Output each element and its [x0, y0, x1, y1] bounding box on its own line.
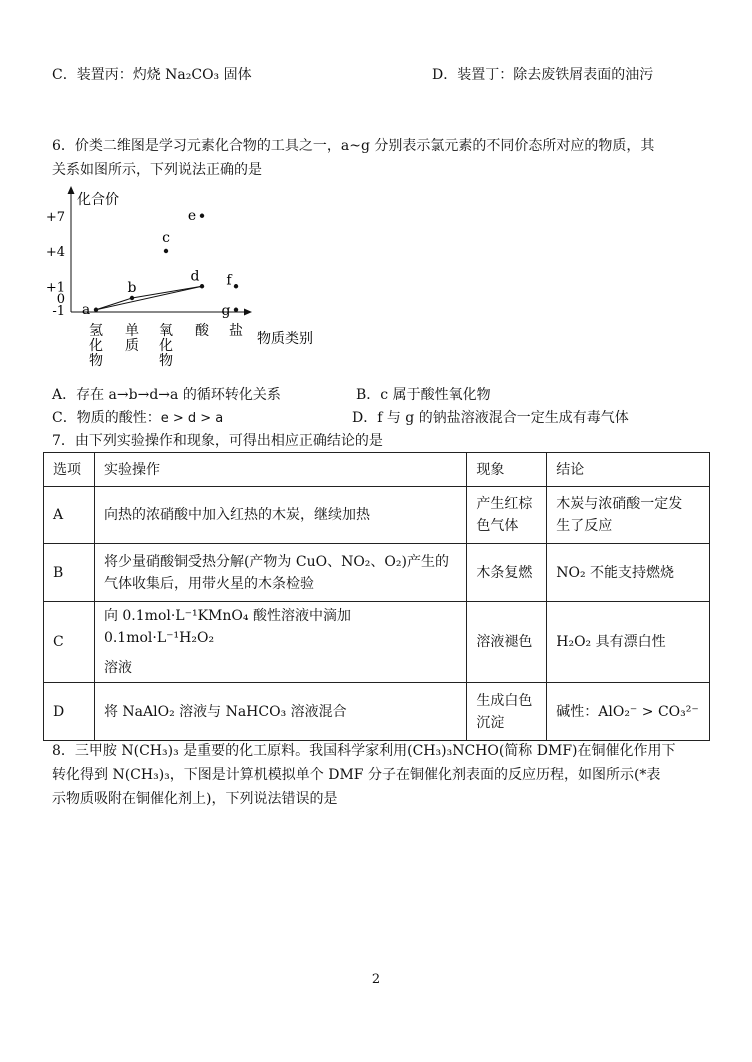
- q5-option-d: D．装置丁：除去废铁屑表面的油污: [432, 67, 654, 83]
- connector-b-d: [132, 286, 202, 298]
- point-e: [200, 214, 204, 218]
- table-row: [44, 683, 710, 741]
- x-category-label: 氧: [159, 323, 173, 339]
- table-row: [44, 487, 710, 544]
- point-g: [234, 308, 238, 312]
- row-d-option: D: [44, 683, 95, 741]
- y-tick-label: -1: [52, 303, 65, 319]
- point-a: [94, 308, 98, 312]
- q6-stem-line1: 6．价类二维图是学习元素化合物的工具之一，a~g 分别表示氯元素的不同价态所对应的物质，其: [52, 138, 655, 154]
- q6-option-c: [52, 407, 223, 430]
- point-label-d: d: [190, 268, 200, 285]
- row-b-phenomenon-line1: 木条复燃: [476, 564, 533, 581]
- table-row: [44, 544, 710, 602]
- x-axis-arrow: [244, 309, 252, 316]
- q7-stem: 7．由下列实验操作和现象，可得出相应正确结论的是: [52, 433, 383, 449]
- row-b-conclusion-line1: NO₂ 不能支持燃烧: [556, 564, 675, 581]
- point-b: [130, 296, 134, 300]
- point-label-a: a: [81, 301, 91, 318]
- q8-stem-line3: 示物质吸附在铜催化剂上)，下列说法错误的是: [52, 791, 338, 807]
- row-a-operation: [94, 487, 466, 544]
- point-f: [234, 284, 238, 288]
- x-category-label: 物: [89, 353, 103, 369]
- row-b-operation: [94, 544, 466, 602]
- row-a-phenomenon: [467, 487, 547, 544]
- q6-stem-line2: 关系如图所示，下列说法正确的是: [52, 162, 262, 178]
- row-a-conclusion-line1: 木炭与浓硝酸一定发: [556, 496, 683, 512]
- x-category-label: 质: [125, 338, 139, 354]
- y-tick-label: +4: [45, 245, 65, 260]
- y-axis-arrow: [68, 186, 75, 194]
- row-b-conclusion: [547, 544, 710, 602]
- row-a-option: A: [44, 487, 95, 544]
- row-b-phenomenon: [467, 544, 547, 602]
- x-category-label: 氢: [89, 323, 103, 339]
- x-category-label: 酸: [195, 323, 209, 339]
- x-axis-label: 物质类别: [257, 331, 313, 347]
- table-row: [44, 602, 710, 683]
- row-d-operation-line1: 将 NaAlO₂ 溶液与 NaHCO₃ 溶液混合: [103, 703, 347, 720]
- q6-option-d: D．f 与 g 的钠盐溶液混合一定生成有毒气体: [352, 410, 629, 426]
- x-category-label: 单: [125, 323, 139, 339]
- row-a-phenomenon-line1: 产生红棕: [476, 496, 533, 512]
- point-label-g: g: [221, 302, 231, 319]
- row-d-conclusion: [547, 683, 710, 741]
- point-label-c: c: [162, 230, 170, 246]
- row-b-option: B: [44, 544, 95, 602]
- row-c-option: C: [44, 602, 95, 683]
- row-a-conclusion-line2: 生了反应: [556, 518, 613, 534]
- row-d-conclusion-line1: 碱性：AlO₂⁻ > CO₃²⁻: [556, 703, 699, 720]
- q8-stem-line1: 8．三甲胺 N(CH₃)₃ 是重要的化工原料。我国科学家利用(CH₃)₃NCHO(简称 DMF)在铜催化作用下: [52, 743, 676, 759]
- point-label-f: f: [226, 272, 232, 289]
- q6-option-c-prefix: C．物质的酸性：: [52, 410, 161, 426]
- page-number: 2: [371, 972, 381, 987]
- q8-stem-line2: 转化得到 N(CH₃)₃，下图是计算机模拟单个 DMF 分子在铜催化剂表面的反应历程，如图所示(*表: [52, 767, 661, 783]
- row-a-conclusion: [547, 487, 710, 544]
- x-category-label: 化: [159, 338, 173, 354]
- row-c-operation-line2: 溶液: [103, 660, 132, 676]
- row-c-phenomenon-line1: 溶液褪色: [476, 634, 533, 650]
- q6-option-c-formula: e > d > a: [160, 411, 224, 426]
- header-phenomenon: 现象: [467, 453, 547, 487]
- header-option: 选项: [44, 453, 95, 487]
- y-tick-label: +7: [45, 209, 65, 225]
- header-operation: 实验操作: [94, 453, 466, 487]
- q5-option-c: C．装置丙：灼烧 Na₂CO₃ 固体: [52, 67, 252, 83]
- q6-option-a: A．存在 a→b→d→a 的循环转化关系: [52, 387, 281, 403]
- x-category-label: 物: [159, 353, 173, 369]
- connector-a-d: [96, 286, 202, 310]
- point-c: [164, 249, 168, 253]
- point-label-b: b: [127, 280, 137, 296]
- y-tick-label: 0: [56, 292, 65, 307]
- row-b-operation-line1: 将少量硝酸铜受热分解(产物为 CuO、NO₂、O₂)产生的: [103, 553, 449, 570]
- q7-table: [43, 452, 710, 741]
- connector-a-b: [96, 298, 132, 310]
- row-a-operation-line1: 向热的浓硝酸中加入红热的木炭，继续加热: [103, 507, 370, 523]
- row-d-phenomenon-line1: 生成白色: [476, 692, 533, 709]
- row-c-operation-line1: 向 0.1mol·L⁻¹KMnO₄ 酸性溶液中滴加 0.1mol·L⁻¹H₂O₂: [103, 608, 351, 646]
- row-d-phenomenon-line2: 沉淀: [476, 714, 505, 731]
- q6-option-b: B．c 属于酸性氧化物: [356, 387, 491, 403]
- row-c-operation: [94, 602, 466, 683]
- x-category-label: 化: [89, 338, 103, 354]
- row-c-conclusion-line1: H₂O₂ 具有漂白性: [556, 634, 666, 650]
- row-d-phenomenon: [467, 683, 547, 741]
- row-d-operation: [94, 683, 466, 741]
- row-a-phenomenon-line2: 色气体: [476, 518, 519, 534]
- point-label-e: e: [187, 207, 197, 224]
- valence-category-diagram: [45, 186, 338, 376]
- header-conclusion: 结论: [547, 453, 710, 487]
- row-c-conclusion: [547, 602, 710, 683]
- x-category-label: 盐: [229, 323, 243, 339]
- table-header-row: [44, 453, 710, 487]
- row-b-operation-line2: 气体收集后，用带火星的木条检验: [103, 575, 314, 592]
- row-c-phenomenon: [467, 602, 547, 683]
- point-d: [200, 284, 204, 288]
- y-axis-label: 化合价: [77, 192, 119, 208]
- y-tick-label: +1: [45, 280, 65, 296]
